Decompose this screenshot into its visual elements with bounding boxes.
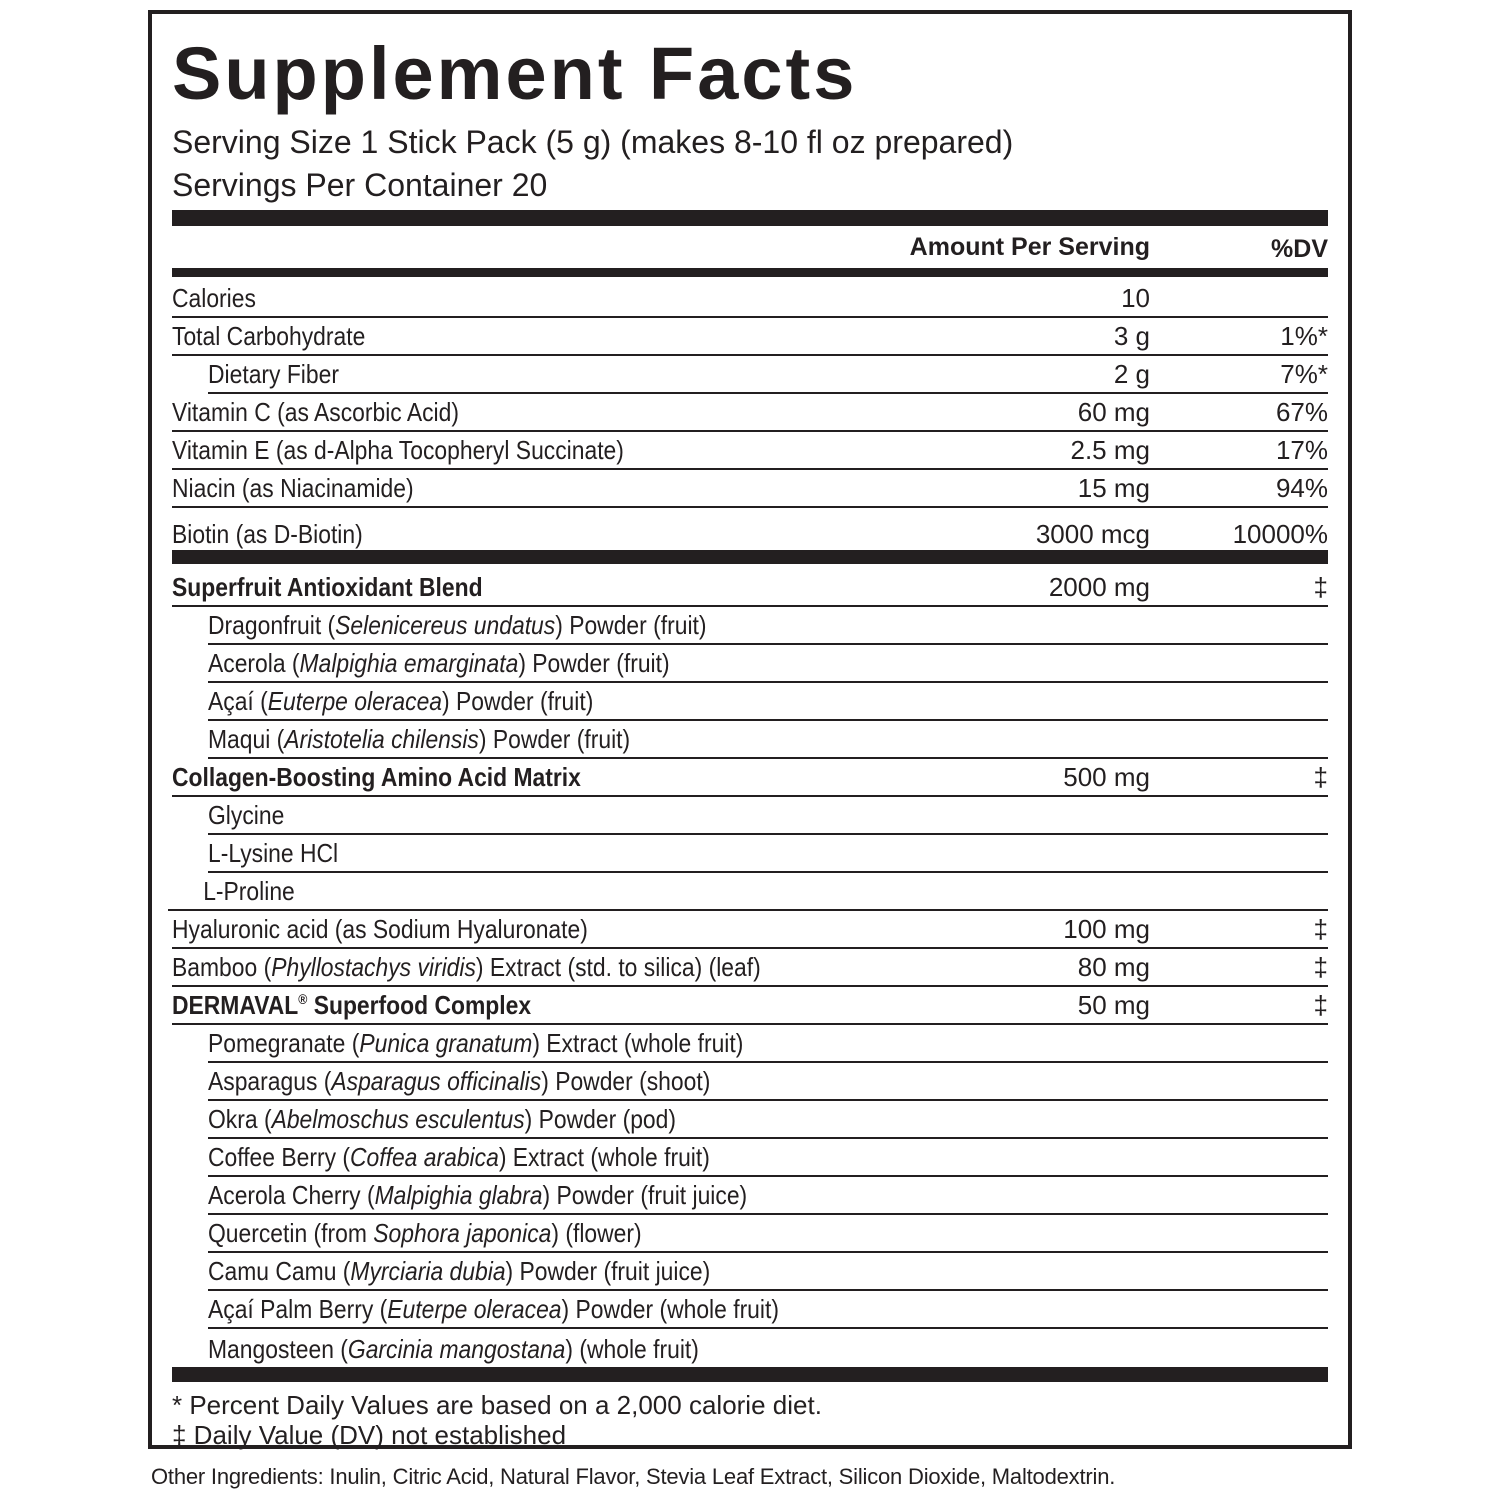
ingredient-name: Glycine	[208, 800, 285, 830]
blend-dv: ‡	[1313, 914, 1328, 944]
nutrient-dv: 17%	[1275, 435, 1328, 465]
nutrient-amount: 2 g	[1113, 359, 1150, 389]
blend-amount: 100 mg	[1063, 914, 1150, 944]
ingredient-name: Açaí Palm Berry (Euterpe oleracea) Powder (whole fruit)	[208, 1294, 779, 1324]
ingredient-row	[208, 607, 1328, 645]
other-ingredients: Other Ingredients: Inulin, Citric Acid, Natural Flavor, Stevia Leaf Extract, Silicon Dioxide, Maltodextrin.	[151, 1464, 1116, 1489]
nutrient-row-biotin	[172, 508, 1328, 552]
nutrient-row-niacin	[172, 470, 1328, 508]
nutrient-rows	[172, 280, 1328, 552]
ingredient-name: Quercetin (from Sophora japonica) (flower)	[208, 1218, 642, 1248]
blend-amount: 50 mg	[1077, 990, 1150, 1020]
ingredient-row	[208, 645, 1328, 683]
nutrient-dv: 1%*	[1280, 321, 1328, 351]
blend-name: Collagen-Boosting Amino Acid Matrix	[172, 762, 581, 792]
ingredient-name: Coffee Berry (Coffea arabica) Extract (whole fruit)	[208, 1142, 710, 1172]
blend-row-hyaluronic	[172, 911, 1328, 949]
nutrient-name: Vitamin C (as Ascorbic Acid)	[172, 397, 459, 427]
ingredient-name: L-Lysine HCl	[208, 838, 339, 868]
footnotes	[172, 1390, 822, 1450]
blend-row-superfruit	[172, 569, 1328, 607]
nutrient-name: Dietary Fiber	[208, 359, 339, 389]
blend-name: Hyaluronic acid (as Sodium Hyaluronate)	[172, 914, 588, 944]
ingredient-row	[208, 1101, 1328, 1139]
ingredient-row	[208, 1139, 1328, 1177]
thick-divider	[172, 210, 1328, 226]
ingredient-name: Camu Camu (Myrciaria dubia) Powder (fruit juice)	[208, 1256, 711, 1286]
nutrient-row-calories	[172, 280, 1328, 318]
servings-per-container: Servings Per Container 20	[172, 167, 548, 203]
blend-name: Superfruit Antioxidant Blend	[172, 572, 483, 602]
ingredient-row	[168, 873, 1328, 911]
blend-dv: ‡	[1313, 990, 1328, 1020]
blend-name: Bamboo (Phyllostachys viridis) Extract (std. to silica) (leaf)	[172, 952, 761, 982]
header-divider	[172, 268, 1328, 277]
nutrient-amount: 10	[1121, 283, 1150, 313]
ingredient-row	[208, 1215, 1328, 1253]
nutrient-name: Calories	[172, 283, 256, 313]
ingredient-row	[208, 1291, 1328, 1329]
nutrient-amount: 60 mg	[1077, 397, 1150, 427]
nutrient-dv: 10000%	[1232, 519, 1328, 549]
blend-dv: ‡	[1313, 762, 1328, 792]
ingredient-name: Acerola Cherry (Malpighia glabra) Powder (fruit juice)	[208, 1180, 748, 1210]
column-header	[172, 229, 1328, 265]
ingredient-name: Dragonfruit (Selenicereus undatus) Powder (fruit)	[208, 610, 707, 640]
ingredient-name: Açaí (Euterpe oleracea) Powder (fruit)	[208, 686, 594, 716]
blend-amount: 500 mg	[1063, 762, 1150, 792]
ingredient-name: L-Proline	[203, 876, 295, 906]
ingredient-name: Acerola (Malpighia emarginata) Powder (fruit)	[208, 648, 670, 678]
supplement-facts-panel	[148, 10, 1352, 1449]
nutrient-amount: 3000 mcg	[1035, 519, 1150, 549]
nutrient-row-total-carbohydrate	[172, 318, 1328, 356]
thick-divider	[172, 550, 1328, 564]
blend-amount: 80 mg	[1077, 952, 1150, 982]
blend-row-dermaval	[172, 987, 1328, 1025]
dv-header: %DV	[1271, 235, 1328, 263]
ingredient-row	[208, 1025, 1328, 1063]
nutrient-dv: 7%*	[1280, 359, 1328, 389]
blend-name: DERMAVAL® Superfood Complex	[172, 990, 532, 1020]
footnote-dv-not-established: ‡ Daily Value (DV) not established	[172, 1420, 567, 1450]
ingredient-row	[208, 721, 1328, 759]
nutrient-amount: 15 mg	[1077, 473, 1150, 503]
registered-mark: ®	[298, 991, 308, 1007]
blend-dv: ‡	[1313, 952, 1328, 982]
nutrient-amount: 2.5 mg	[1070, 435, 1150, 465]
ingredient-name: Pomegranate (Punica granatum) Extract (whole fruit)	[208, 1028, 744, 1058]
ingredient-row	[208, 835, 1328, 873]
blend-dv: ‡	[1313, 572, 1328, 602]
nutrient-name: Biotin (as D-Biotin)	[172, 519, 363, 549]
ingredient-name: Mangosteen (Garcinia mangostana) (whole fruit)	[208, 1334, 699, 1364]
footnote-percent-dv: * Percent Daily Values are based on a 2,000 calorie diet.	[172, 1390, 822, 1420]
nutrient-row-vitamin-e	[172, 432, 1328, 470]
ingredient-row	[208, 683, 1328, 721]
ingredient-row	[208, 797, 1328, 835]
ingredient-name: Okra (Abelmoschus esculentus) Powder (pod)	[208, 1104, 676, 1134]
ingredient-name: Asparagus (Asparagus officinalis) Powder (shoot)	[208, 1066, 711, 1096]
nutrient-row-dietary-fiber	[208, 356, 1328, 394]
ingredient-row	[208, 1253, 1328, 1291]
ingredient-row	[208, 1177, 1328, 1215]
blend-row-bamboo	[172, 949, 1328, 987]
nutrient-name: Total Carbohydrate	[172, 321, 366, 351]
ingredient-name: Maqui (Aristotelia chilensis) Powder (fruit)	[208, 724, 631, 754]
amount-per-serving-header: Amount Per Serving	[909, 233, 1150, 261]
thick-divider	[172, 1367, 1328, 1382]
nutrient-row-vitamin-c	[172, 394, 1328, 432]
ingredient-row	[208, 1329, 1328, 1367]
ingredient-row	[208, 1063, 1328, 1101]
panel-title: Supplement Facts	[172, 32, 858, 115]
blend-amount: 2000 mg	[1048, 572, 1150, 602]
nutrient-dv: 67%	[1275, 397, 1328, 427]
nutrient-amount: 3 g	[1113, 321, 1150, 351]
nutrient-name: Vitamin E (as d-Alpha Tocopheryl Succinate)	[172, 435, 624, 465]
blend-row-collagen	[172, 759, 1328, 797]
nutrient-name: Niacin (as Niacinamide)	[172, 473, 414, 503]
nutrient-dv: 94%	[1275, 473, 1328, 503]
serving-size: Serving Size 1 Stick Pack (5 g) (makes 8-10 fl oz prepared)	[172, 124, 1014, 160]
blend-rows	[172, 569, 1328, 1367]
